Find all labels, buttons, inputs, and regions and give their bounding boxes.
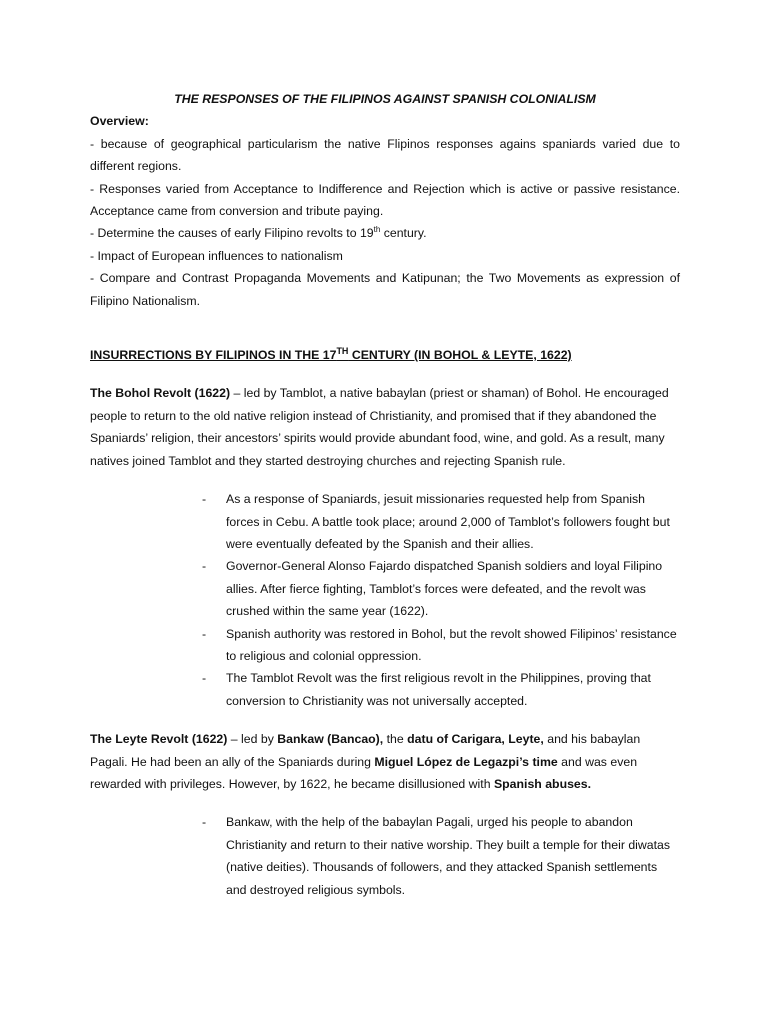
overview-heading: Overview: — [90, 114, 149, 129]
bohol-revolt-paragraph — [90, 382, 680, 472]
paragraph-text: and was even rewarded with privileges. However, by 1622, he became disillusioned with — [90, 754, 638, 791]
list-item-text: As a response of Spaniards, jesuit missionaries requested help from Spanish forces in Cebu. A battle took place; around 2,000 of Tamblot’s followers fought but were eventually defeated by the Spanish and their allies. — [226, 492, 670, 551]
list-item-text: Spanish authority was restored in Bohol, but the revolt showed Filipinos’ resistance to religious and colonial oppression. — [226, 626, 677, 663]
list-item — [202, 811, 680, 901]
section-heading-text: CENTURY (IN BOHOL & LEYTE, 1622) — [348, 348, 572, 363]
overview-item-text: century. — [380, 226, 427, 241]
bohol-revolt-text: – led by Tamblot, a native babaylan (priest or shaman) of Bohol. He encouraged people to return to the old native religion instead of Christianity, and promised that if they abandoned the Spaniards’ religion, their ancestors’ spirits would provide abundant food, wine, and gold. As a result, many natives joined Tamblot and they started destroying churches and rejecting Spanish rule. — [90, 386, 669, 468]
overview-item: - Responses varied from Acceptance to Indifference and Rejection which is active or passive resistance. Acceptance came from conversion and tribute paying. — [90, 181, 680, 219]
list-item-text: Bankaw, with the help of the babaylan Pagali, urged his people to abandon Christianity and return to their native worship. They built a temple for their diwatas (native deities). Thousands of followers, and they attacked Spanish settlements and destroyed religious symbols. — [226, 815, 671, 897]
leyte-revolt-heading: The Leyte Revolt (1622) — [90, 732, 228, 747]
bohol-revolt-heading: The Bohol Revolt (1622) — [90, 386, 231, 401]
dash-marker: - — [202, 626, 207, 641]
leyte-bullet-list — [90, 811, 680, 901]
section-heading-text: INSURRECTIONS BY FILIPINOS IN THE 17 — [90, 348, 337, 363]
overview-item: - because of geographical particularism the native Flipinos responses agains spaniards varied due to different regions. — [90, 136, 680, 174]
bold-text: Spanish abuses. — [493, 776, 592, 791]
paragraph-text: the — [383, 732, 408, 747]
overview-item — [90, 222, 680, 244]
bold-text: Bankaw (Bancao), — [277, 732, 384, 747]
list-item-text: Governor-General Alonso Fajardo dispatched Spanish soldiers and loyal Filipino allies. After fierce fighting, Tamblot’s forces were defeated, and the revolt was crushed within the same year (1622). — [226, 559, 663, 619]
dash-marker: - — [202, 492, 207, 507]
superscript: TH — [336, 345, 349, 356]
list-item — [202, 667, 680, 712]
list-item — [202, 623, 680, 668]
paragraph-text: and his babaylan Pagali. He had been an ally of the Spaniards during — [90, 732, 641, 769]
dash-marker: - — [202, 671, 207, 686]
list-item-text: The Tamblot Revolt was the first religious revolt in the Philippines, proving that conversion to Christianity was not universally accepted. — [226, 671, 651, 708]
paragraph-text: – led by — [227, 732, 278, 747]
section-heading — [90, 344, 680, 366]
overview-item: - Compare and Contrast Propaganda Movements and Katipunan; the Two Movements as expression of Filipino Nationalism. — [90, 271, 680, 308]
superscript: th — [373, 225, 381, 235]
list-item — [202, 555, 680, 622]
overview-item-text: - Determine the causes of early Filipino revolts to 19 — [90, 226, 374, 241]
leyte-revolt-paragraph — [90, 728, 680, 795]
bold-text: Miguel López de Legazpi’s time — [374, 754, 558, 769]
bold-text: datu of Carigara, Leyte, — [407, 732, 544, 747]
overview-item: - Impact of European influences to nationalism — [90, 248, 343, 263]
list-item — [202, 488, 680, 555]
document-title: THE RESPONSES OF THE FILIPINOS AGAINST SPANISH COLONIALISM — [174, 92, 596, 106]
bohol-bullet-list — [90, 488, 680, 712]
dash-marker: - — [202, 815, 207, 830]
dash-marker: - — [202, 559, 207, 574]
